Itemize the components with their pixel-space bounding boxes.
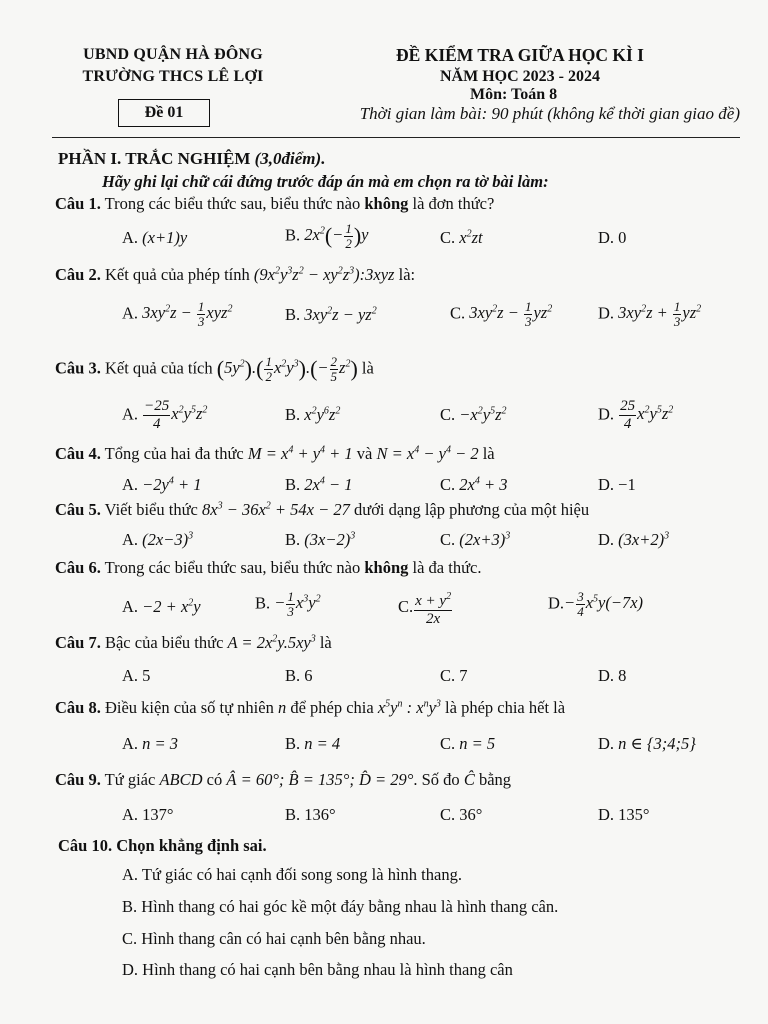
q1-option-a[interactable]: A. (x+1)y bbox=[122, 228, 188, 247]
time-limit: Thời gian làm bài: 90 phút (không kể thời gian giao đề) bbox=[359, 104, 740, 123]
q6-option-b[interactable]: B. − $\frac{1}{3}$ $x^3y^2$ bbox=[255, 589, 321, 619]
q10-statement-a[interactable]: A. Tứ giác có hai cạnh đối song song là hình thang. bbox=[122, 865, 462, 884]
q7-option-d[interactable]: D. 8 bbox=[598, 666, 627, 685]
question-1: Câu 1. Trong các biểu thức sau, biểu thức nào không là đơn thức? bbox=[55, 194, 495, 213]
q5-option-d[interactable]: D. $(3x+2)^3$ bbox=[598, 530, 670, 549]
section-title: PHẦN I. TRẮC NGHIỆM (3,0điểm). bbox=[58, 149, 326, 168]
q4-option-d[interactable]: D. −1 bbox=[598, 475, 636, 494]
question-2: Câu 2. Kết quả của phép tính ($9x^2y^3z^2$ − $xy^2z^3):3xyz$ là: bbox=[55, 265, 416, 284]
exam-title: ĐỀ KIỂM TRA GIỮA HỌC KÌ I bbox=[396, 45, 644, 65]
q1-option-c[interactable]: C. $x^2zt$ bbox=[440, 228, 483, 247]
q9-option-c[interactable]: C. 36° bbox=[440, 805, 483, 824]
q8-option-a[interactable]: A. n = 3 bbox=[122, 734, 179, 753]
header-divider bbox=[52, 137, 740, 138]
q9-option-a[interactable]: A. 137° bbox=[122, 805, 174, 824]
question-4: Câu 4. Tổng của hai đa thức $M = x^4 + y^4 + 1$ và $N = x^4 - y^4 - 2$ là bbox=[55, 444, 495, 463]
q8-option-b[interactable]: B. n = 4 bbox=[285, 734, 341, 753]
school-block bbox=[58, 44, 288, 88]
q2-option-b[interactable]: B. $3xy^2z - yz^2$ bbox=[285, 305, 377, 324]
q4-option-c[interactable]: C. $2x^4 + 3$ bbox=[440, 475, 508, 494]
q5-option-b[interactable]: B. $(3x-2)^3$ bbox=[285, 530, 356, 549]
question-7: Câu 7. Bậc của biểu thức $A = 2x^2y.5xy^3$ là bbox=[55, 633, 332, 652]
instruction: Hãy ghi lại chữ cái đứng trước đáp án mà em chọn ra tờ bài làm: bbox=[102, 172, 549, 191]
q7-option-a[interactable]: A. 5 bbox=[122, 666, 151, 685]
q10-statement-c[interactable]: C. Hình thang cân có hai cạnh bên bằng nhau. bbox=[122, 929, 426, 948]
school-name: TRƯỜNG THCS LÊ LỢI bbox=[82, 68, 264, 85]
q1-option-d[interactable]: D. 0 bbox=[598, 228, 627, 247]
q6-option-d[interactable]: D.− $\frac{3}{4}$ $x^5y(-7x)$ bbox=[548, 589, 644, 619]
question-5: Câu 5. Viết biểu thức $8x^3 - 36x^2 + 54x - 27$ dưới dạng lập phương của một hiệu bbox=[55, 500, 590, 519]
q10-statement-d[interactable]: D. Hình thang có hai cạnh bên bằng nhau là hình thang cân bbox=[122, 960, 513, 979]
exam-code-box: Đề 01 bbox=[118, 99, 210, 127]
exam-title-block bbox=[300, 44, 740, 88]
q3-option-c[interactable]: C. $-x^2y^5z^2$ bbox=[440, 405, 507, 424]
q6-option-c[interactable]: C. $\frac{x + y^2}{2x}$ bbox=[398, 588, 453, 628]
school-year: NĂM HỌC 2023 - 2024 bbox=[440, 68, 600, 85]
question-6: Câu 6. Trong các biểu thức sau, biểu thức nào không là đa thức. bbox=[55, 558, 482, 577]
q4-option-a[interactable]: A. $-2y^4 + 1$ bbox=[122, 475, 202, 494]
q1-option-b[interactable]: B. $2x^2(-$ $\frac{1}{2}$ )y bbox=[285, 221, 369, 251]
q5-option-c[interactable]: C. $(2x+3)^3$ bbox=[440, 530, 511, 549]
q3-option-d[interactable]: D. $\frac{25}{4}$ $x^2y^5z^2$ bbox=[598, 398, 674, 432]
q3-option-b[interactable]: B. $x^2y^6z^2$ bbox=[285, 405, 341, 424]
q8-option-d[interactable]: D. n ∈ {3;4;5} bbox=[598, 734, 696, 753]
district-name: UBND QUẬN HÀ ĐÔNG bbox=[83, 46, 263, 63]
subject: Môn: Toán 8 bbox=[470, 86, 558, 103]
q7-option-c[interactable]: C. 7 bbox=[440, 666, 468, 685]
question-3: Câu 3. Kết quả của tích $(5y^2)$.( $\frac{1}{2}$ $x^2y^3).(-$ $\frac{2}{5}$ $z^2$) là bbox=[55, 354, 374, 384]
q2-option-d[interactable]: D. $3xy^2z$ + $\frac{1}{3}$ $yz^2$ bbox=[598, 299, 702, 329]
q10-statement-b[interactable]: B. Hình thang có hai góc kề một đáy bằng nhau là hình thang cân. bbox=[122, 897, 559, 916]
q9-option-b[interactable]: B. 136° bbox=[285, 805, 336, 824]
q6-option-a[interactable]: A. $-2 + x^2y$ bbox=[122, 597, 201, 616]
q2-option-a[interactable]: A. $3xy^2z$ − $\frac{1}{3}$ xyz$^2$ bbox=[122, 299, 233, 329]
q4-option-b[interactable]: B. $2x^4 - 1$ bbox=[285, 475, 353, 494]
q7-option-b[interactable]: B. 6 bbox=[285, 666, 313, 685]
q2-option-c[interactable]: C. $3xy^2z$ − $\frac{1}{3}$ $yz^2$ bbox=[450, 299, 553, 329]
q3-option-a[interactable]: A. $\frac{-25}{4}$ $x^2y^5z^2$ bbox=[122, 398, 208, 432]
q9-option-d[interactable]: D. 135° bbox=[598, 805, 650, 824]
question-8: Câu 8. Điều kiện của số tự nhiên n để phép chia $x^5y^n$ : $x^ny^3$ là phép chia hết là bbox=[55, 698, 566, 717]
question-10: Câu 10. Chọn khẳng định sai. bbox=[58, 836, 267, 855]
question-9: Câu 9. Tứ giác ABCD có Â = 60°; B̂ = 135°; D̂ = 29°. Số đo Ĉ bằng bbox=[55, 770, 512, 789]
q5-option-a[interactable]: A. $(2x-3)^3$ bbox=[122, 530, 194, 549]
q8-option-c[interactable]: C. n = 5 bbox=[440, 734, 496, 753]
